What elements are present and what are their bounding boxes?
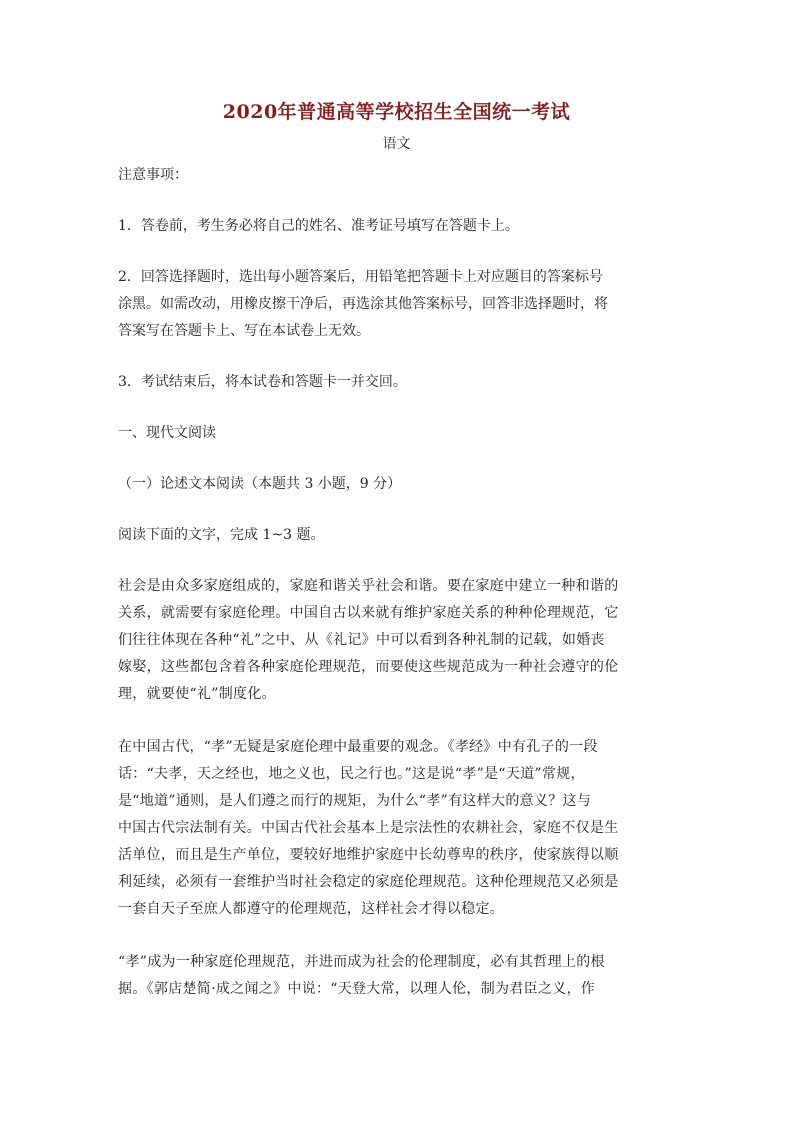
passage-paragraph-2 (118, 734, 678, 923)
passage-line: 们往往体现在各种“礼”之中、从《礼记》中可以看到各种礼制的记载，如婚丧 (118, 632, 605, 648)
passage-line: 据。《郭店楚简·成之闻之》中说：“天登大常，以理人伦，制为君臣之义，作 (118, 981, 596, 997)
passage-line: 理，就要使“礼”制度化。 (118, 686, 276, 702)
note-item-2-line: 2．回答选择题时，选出每小题答案后，用铅笔把答题卡上对应题目的答案标号 (118, 269, 603, 285)
exam-title: 2020年普通高等学校招生全国统一考试 (222, 101, 571, 123)
note-item-1: 1．答卷前，考生务必将自己的姓名、准考证号填写在答题卡上。 (118, 218, 519, 234)
passage-line: “孝”成为一种家庭伦理规范，并进而成为社会的伦理制度，必有其哲理上的根 (118, 954, 605, 970)
passage-line: 一套自天子至庶人都遵守的伦理规范，这样社会才得以稳定。 (118, 901, 505, 917)
note-item-2 (118, 264, 678, 345)
note-item-2-line: 答案写在答题卡上、写在本试卷上无效。 (118, 323, 370, 339)
notes-heading: 注意事项： (118, 167, 188, 183)
passage-line: 嫁娶，这些都包含着各种家庭伦理规范，而要使这些规范成为一种社会遵守的伦 (118, 659, 619, 675)
document-body (118, 162, 678, 1003)
passage-paragraph-3 (118, 949, 678, 1003)
note-item-3: 3．考试结束后，将本试卷和答题卡一并交回。 (118, 374, 407, 390)
passage-line: 是“地道”通则，是人们遵之而行的规矩，为什么“孝”有这样大的意义？这与 (118, 793, 592, 809)
passage-line: 关系，就需要有家庭伦理。中国自古以来就有维护家庭关系的种种伦理规范，它 (118, 605, 619, 621)
passage-line: 利延续，必须有一套维护当时社会稳定的家庭伦理规范。这种伦理规范又必须是 (118, 874, 619, 890)
section-heading: 一、现代文阅读 (118, 425, 216, 441)
passage-line: 活单位，而且是生产单位，要较好地维护家庭中长幼尊卑的秩序，使家族得以顺 (118, 847, 619, 863)
passage-line: 社会是由众多家庭组成的，家庭和谐关乎社会和谐。要在家庭中建立一种和谐的 (118, 578, 619, 594)
passage-line: 在中国古代，“孝”无疑是家庭伦理中最重要的观念。《孝经》中有孔子的一段 (118, 739, 598, 755)
passage-line: 话：“夫孝，天之经也，地之义也，民之行也。”这是说“孝”是“天道”常规， (118, 766, 585, 782)
reading-instruction: 阅读下面的文字，完成 1~3 题。 (118, 527, 325, 543)
passage-line: 中国古代宗法制有关。中国古代社会基本上是宗法性的农耕社会，家庭不仅是生 (118, 820, 619, 836)
sub-section-heading: （一）论述文本阅读（本题共 3 小题，9 分） (118, 476, 402, 492)
subject-label: 语文 (382, 136, 411, 152)
passage-paragraph-1 (118, 573, 678, 708)
note-item-2-line: 涂黑。如需改动，用橡皮擦干净后，再选涂其他答案标号，回答非选择题时，将 (118, 296, 608, 312)
